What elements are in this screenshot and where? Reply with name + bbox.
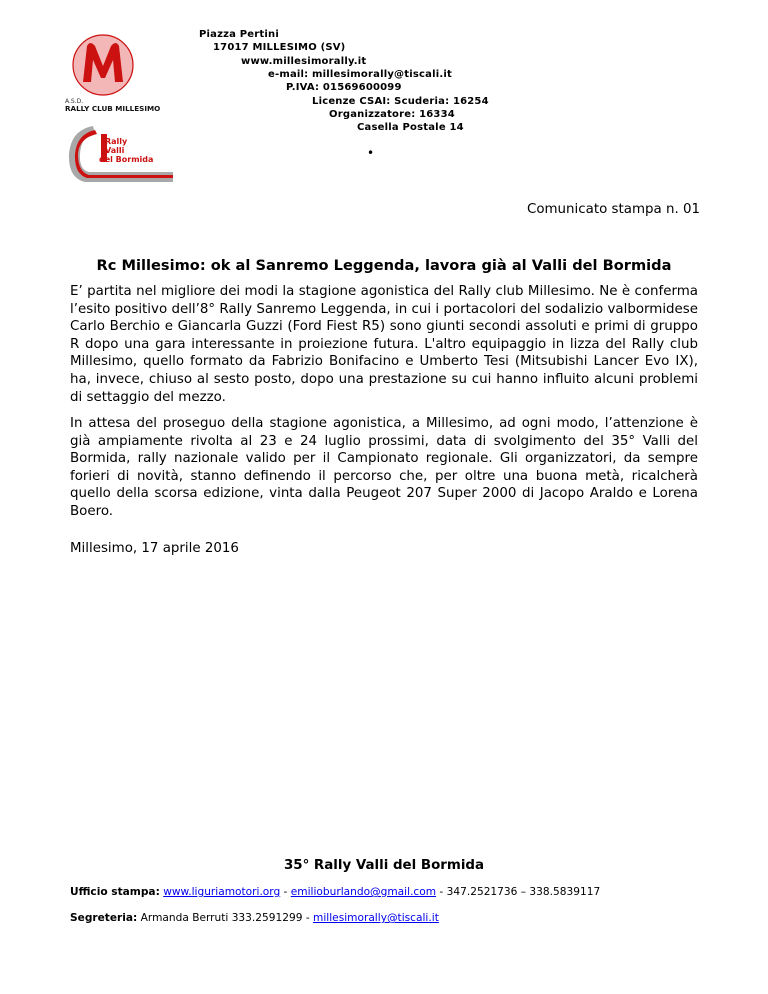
millesimorally-email-link[interactable]: millesimorally@tiscali.it <box>313 912 439 924</box>
press-office-phones: - 347.2521736 – 338.5839117 <box>436 886 601 898</box>
logo-sub-valli: Valli <box>105 146 125 155</box>
address-line-6: Licenze CSAI: Scuderia: 16254 <box>312 96 489 107</box>
bullet-mark: • <box>367 146 375 160</box>
press-office-label: Ufficio stampa: <box>70 886 160 898</box>
press-office-line <box>70 886 600 898</box>
press-release-number: Comunicato stampa n. 01 <box>526 202 700 217</box>
liguriamotori-link[interactable]: www.liguriamotori.org <box>163 886 281 898</box>
address-line-4: e-mail: millesimorally@tiscali.it <box>268 69 452 80</box>
address-line-5: P.IVA: 01569600099 <box>286 82 402 93</box>
address-line-1: Piazza Pertini <box>199 29 279 40</box>
logo-asd: A.S.D. <box>65 98 84 105</box>
club-logo <box>55 30 195 190</box>
logo-circle <box>73 35 133 95</box>
emilioburlando-email-link[interactable]: emilioburlando@gmail.com <box>290 886 437 898</box>
paragraph-2: In attesa del proseguo della stagione agonistica, a Millesimo, ad ogni modo, l’attenzione è già ampiamente rivolta al 23 e 24 luglio prossimi, data di svolgimento del 35° Valli del Bormida, rally nazionale valido per il Campionato regionale. Gli organizzatori, da sempre forieri di novità, stanno definendo il percorso che, per oltre una buona metà, ricalcherà quello della scorsa edizione, vinta dalla Peugeot 207 Super 2000 di Jacopo Araldo e Lorena Boero. <box>70 416 698 519</box>
secretariat-text: Armanda Berruti 333.2591299 - <box>137 912 314 924</box>
paragraph-1: E’ partita nel migliore dei modi la stagione agonistica del Rally club Millesimo. Ne è conferma l’esito positivo dell’8° Rally Sanremo Leggenda, in cui i portacolori del sodalizio valbormidese Carlo Berchio e Giancarla Guzzi (Ford Fiest R5) sono giunti secondi assoluti e primi di gruppo R dopo una gara interessante in proiezione futura. L'altro equipaggio in lizza del Rally club Millesimo, quello formato da Fabrizio Bonifacino e Umberto Tesi (Mitsubishi Lancer Evo IX), ha, invece, chiuso al sesto posto, dopo una prestazione su cui hanno influito alcuni problemi di settaggio del mezzo. <box>70 284 698 405</box>
logo-club-name: RALLY CLUB MILLESIMO <box>65 104 161 113</box>
secretariat-label: Segreteria: <box>70 912 138 924</box>
address-line-3: www.millesimorally.it <box>241 56 367 67</box>
letterhead <box>0 0 768 190</box>
separator: - <box>280 886 291 898</box>
footer-title: 35° Rally Valli del Bormida <box>283 858 485 873</box>
address-line-2: 17017 MILLESIMO (SV) <box>213 42 346 53</box>
logo-sub-bormida: del Bormida <box>99 155 154 164</box>
secretariat-line <box>70 912 439 924</box>
address-line-7: Organizzatore: 16334 <box>329 109 455 120</box>
address-line-8: Casella Postale 14 <box>357 122 464 133</box>
headline: Rc Millesimo: ok al Sanremo Leggenda, lavora già al Valli del Bormida <box>96 257 672 274</box>
logo-sub-rally: Rally <box>105 137 128 146</box>
place-date: Millesimo, 17 aprile 2016 <box>70 541 239 556</box>
